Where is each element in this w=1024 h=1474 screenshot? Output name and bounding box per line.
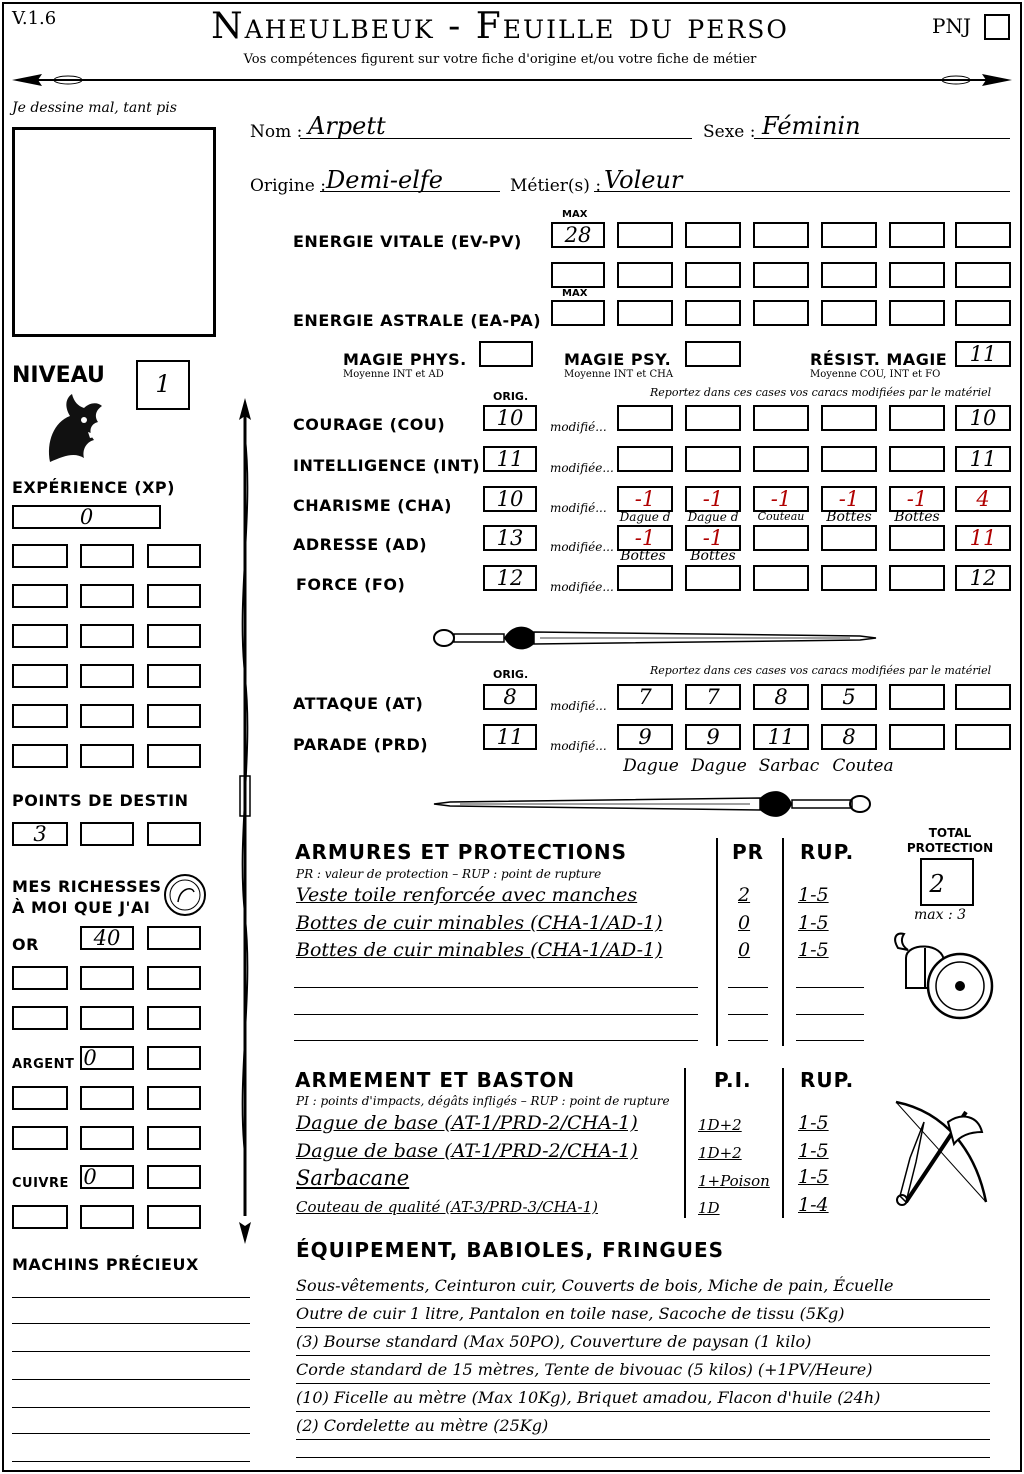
cuivre-label: CUIVRE	[12, 1176, 69, 1191]
armure-pr-line[interactable]	[728, 968, 768, 988]
equipement-line[interactable]	[296, 1440, 990, 1458]
armement-rup-header: RUP.	[800, 1068, 855, 1092]
xp-grid-box[interactable]	[147, 584, 201, 608]
version-label: V.1.6	[12, 8, 57, 29]
ev-max-value: 28	[564, 223, 592, 247]
money-box[interactable]	[80, 1205, 134, 1229]
carac-mod-box[interactable]	[753, 525, 809, 551]
armement-pi-header: P.I.	[714, 1068, 752, 1092]
ev-box[interactable]	[685, 262, 741, 288]
machins-line[interactable]	[12, 1358, 250, 1380]
xp-grid-box[interactable]	[147, 624, 201, 648]
carac-final-value: 10	[969, 406, 997, 430]
xp-grid-box[interactable]	[147, 664, 201, 688]
armure-pr: 2	[738, 884, 751, 906]
modifie-label: modifié...	[550, 699, 607, 713]
nom-label: Nom :	[250, 122, 303, 142]
pnj-label: PNJ	[932, 14, 971, 38]
ev-box[interactable]	[821, 222, 877, 248]
portrait-box[interactable]	[12, 127, 216, 337]
sheet-title: Naheulbeuk - Feuille du perso	[211, 6, 789, 47]
caracs-report-note: Reportez dans ces cases vos caracs modifiées par le matériel	[650, 386, 992, 399]
money-box[interactable]	[12, 966, 68, 990]
money-box[interactable]	[12, 1205, 68, 1229]
armure-line[interactable]	[294, 995, 698, 1015]
xp-grid-box[interactable]	[80, 664, 134, 688]
equipement-line[interactable]: (2) Cordelette au mètre (25Kg)	[296, 1416, 990, 1440]
carac-mod-value: -1	[702, 526, 724, 550]
argent-value: 0	[83, 1046, 97, 1070]
weapon-column-name: Sarbac	[758, 756, 820, 776]
magie-phys-label: MAGIE PHYS.	[343, 350, 467, 369]
xp-grid-box[interactable]	[80, 744, 134, 768]
ev-box[interactable]	[753, 222, 809, 248]
carac-orig-value: 10	[496, 487, 524, 511]
weapons-bow-axe-icon	[886, 1092, 998, 1216]
armures-column-divider	[782, 838, 784, 1046]
money-box[interactable]	[147, 1205, 201, 1229]
modifie-label: modifié...	[550, 739, 607, 753]
magie-phys-sub: Moyenne INT et AD	[343, 369, 444, 380]
weapon-column-name: Dague	[691, 756, 747, 776]
destin-box[interactable]	[80, 822, 134, 846]
equipement-line[interactable]: (3) Bourse standard (Max 50PO), Couverture de paysan (1 kilo)	[296, 1332, 990, 1356]
armures-subtitle: PR : valeur de protection – RUP : point de rupture	[296, 867, 602, 881]
ea-box[interactable]	[821, 300, 877, 326]
max-protection-note: max : 3	[914, 907, 967, 923]
origine-label: Origine :	[250, 176, 326, 196]
machins-line[interactable]	[12, 1276, 250, 1298]
origine-value: Demi-elfe	[326, 166, 443, 194]
armure-rup-line[interactable]	[796, 995, 864, 1015]
carac-mod-box[interactable]	[753, 405, 809, 431]
ev-box[interactable]	[889, 262, 945, 288]
money-box[interactable]	[80, 1126, 134, 1150]
magie-psy-label: MAGIE PSY.	[564, 350, 672, 369]
parade-mod-box[interactable]	[889, 724, 945, 750]
carac-mod-box[interactable]	[821, 525, 877, 551]
ea-box[interactable]	[617, 300, 673, 326]
ev-box[interactable]	[955, 222, 1011, 248]
carac-label-adresse: ADRESSE (AD)	[293, 535, 428, 554]
resist-magie-label: RÉSIST. MAGIE	[810, 350, 948, 369]
modifie-label: modifié...	[550, 501, 607, 515]
attaque-label: ATTAQUE (AT)	[293, 694, 424, 713]
sword-icon	[430, 618, 880, 658]
armure-name: Veste toile renforcée avec manches	[296, 884, 638, 906]
armement-subtitle: PI : points d'impacts, dégâts infligés – RUP : point de rupture	[296, 1094, 670, 1108]
machins-line[interactable]	[12, 1412, 250, 1434]
armement-title: ARMEMENT ET BASTON	[295, 1068, 576, 1092]
modifiee-label: modifiée...	[550, 461, 614, 475]
money-box[interactable]	[12, 1086, 68, 1110]
carac-mod-source: Bottes	[894, 509, 940, 525]
parade-mod-value: 9	[638, 725, 652, 749]
armure-rup: 1-5	[798, 912, 829, 934]
equipement-title: ÉQUIPEMENT, BABIOLES, FRINGUES	[296, 1238, 725, 1262]
attaque-mod-value: 8	[774, 685, 788, 709]
carac-mod-box[interactable]	[753, 446, 809, 472]
carac-mod-box[interactable]	[617, 405, 673, 431]
xp-grid-box[interactable]	[12, 664, 68, 688]
carac-orig-value: 10	[496, 406, 524, 430]
niveau-value: 1	[155, 370, 171, 398]
armure-line[interactable]	[294, 968, 698, 988]
combat-report-note: Reportez dans ces cases vos caracs modifiées par le matériel	[650, 664, 992, 677]
dragon-icon	[40, 392, 106, 464]
xp-grid-box[interactable]	[80, 544, 134, 568]
carac-mod-box[interactable]	[889, 565, 945, 591]
money-box[interactable]	[80, 966, 134, 990]
carac-mod-box[interactable]	[821, 405, 877, 431]
arme-rup: 1-5	[798, 1166, 829, 1188]
carac-final-value: 4	[976, 487, 990, 511]
ev-box[interactable]	[889, 222, 945, 248]
argent-box[interactable]	[147, 1046, 201, 1070]
or-value: 40	[93, 926, 121, 950]
money-box[interactable]	[147, 966, 201, 990]
attaque-mod-box[interactable]	[955, 684, 1011, 710]
xp-grid-box[interactable]	[12, 704, 68, 728]
attaque-orig-value: 8	[503, 685, 517, 709]
money-box[interactable]	[12, 1126, 68, 1150]
ev-max-label: MAX	[562, 209, 588, 220]
xp-grid-box[interactable]	[12, 584, 68, 608]
equipement-line[interactable]: Outre de cuir 1 litre, Pantalon en toile nase, Sacoche de tissu (5Kg)	[296, 1304, 990, 1328]
armement-column-divider	[684, 1068, 686, 1218]
combat-orig-label: ORIG.	[493, 668, 529, 681]
carac-mod-box[interactable]	[617, 446, 673, 472]
xp-grid-box[interactable]	[12, 624, 68, 648]
carac-mod-value: -1	[906, 487, 928, 511]
carac-mod-box[interactable]	[685, 565, 741, 591]
arme-name: Sarbacane	[296, 1166, 410, 1190]
carac-label-force: FORCE (FO)	[296, 575, 406, 594]
ev-box[interactable]	[617, 262, 673, 288]
metier-value: Voleur	[604, 166, 683, 194]
xp-grid-box[interactable]	[12, 544, 68, 568]
ev-box[interactable]	[685, 222, 741, 248]
equipement-line[interactable]: Corde standard de 15 mètres, Tente de bivouac (5 kilos) (+1PV/Heure)	[296, 1360, 990, 1384]
parade-orig-value: 11	[496, 725, 524, 749]
attaque-mod-value: 5	[842, 685, 856, 709]
coin-icon	[162, 872, 208, 918]
parade-mod-value: 11	[767, 725, 795, 749]
xp-grid-box[interactable]	[12, 744, 68, 768]
parade-mod-value: 8	[842, 725, 856, 749]
armement-column-divider	[782, 1068, 784, 1218]
pnj-checkbox[interactable]	[984, 14, 1010, 40]
ev-box[interactable]	[753, 262, 809, 288]
metier-label: Métier(s) :	[510, 176, 602, 196]
carac-mod-box[interactable]	[821, 446, 877, 472]
arme-rup: 1-5	[798, 1140, 829, 1162]
armure-rup-line[interactable]	[796, 1021, 864, 1041]
cuivre-value: 0	[83, 1165, 97, 1189]
attaque-mod-box[interactable]	[889, 684, 945, 710]
ea-box[interactable]	[955, 300, 1011, 326]
attaque-mod-value: 7	[706, 685, 720, 709]
arme-name: Dague de base (AT-1/PRD-2/CHA-1)	[296, 1140, 638, 1162]
argent-label: ARGENT	[12, 1057, 75, 1072]
carac-final-value: 11	[969, 447, 997, 471]
or-label: OR	[12, 935, 39, 954]
ev-box[interactable]	[551, 262, 605, 288]
ea-max-label: MAX	[562, 288, 588, 299]
carac-mod-box[interactable]	[821, 565, 877, 591]
ev-label: ENERGIE VITALE (EV-PV)	[293, 232, 522, 251]
carac-label-charisme: CHARISME (CHA)	[293, 496, 452, 515]
armure-rup-line[interactable]	[796, 968, 864, 988]
helmet-shield-icon	[888, 928, 998, 1028]
resist-magie-value: 11	[969, 342, 997, 366]
armure-rup: 1-5	[798, 884, 829, 906]
carac-mod-box[interactable]	[889, 525, 945, 551]
richesses-label: MES RICHESSES À MOI QUE J'AI	[12, 877, 162, 917]
parade-label: PARADE (PRD)	[293, 735, 429, 754]
armure-line[interactable]	[294, 1021, 698, 1041]
carac-mod-box[interactable]	[889, 405, 945, 431]
equipement-line[interactable]: (10) Ficelle au mètre (Max 10Kg), Briquet amadou, Flacon d'huile (24h)	[296, 1388, 990, 1412]
sexe-label: Sexe :	[703, 122, 756, 142]
niveau-label: NIVEAU	[12, 363, 105, 388]
magie-psy-box[interactable]	[685, 341, 741, 367]
carac-mod-source: Couteau	[757, 510, 805, 523]
header-spear-divider	[8, 70, 1016, 90]
carac-mod-source: Dague d	[687, 510, 739, 524]
machins-line[interactable]	[12, 1330, 250, 1352]
xp-grid-box[interactable]	[147, 544, 201, 568]
carac-mod-value: -1	[770, 487, 792, 511]
money-box[interactable]	[80, 1086, 134, 1110]
armure-pr: 0	[738, 912, 751, 934]
modifiee-label: modifiée...	[550, 540, 614, 554]
spear-divider-icon	[230, 396, 260, 1246]
carac-mod-source: Bottes	[690, 548, 736, 564]
money-box[interactable]	[80, 1006, 134, 1030]
ea-label: ENERGIE ASTRALE (EA-PA)	[293, 311, 542, 330]
armure-rup: 1-5	[798, 939, 829, 961]
carac-mod-source: Bottes	[620, 548, 666, 564]
arme-rup: 1-5	[798, 1112, 829, 1134]
magie-psy-sub: Moyenne INT et CHA	[564, 369, 674, 380]
cuivre-box[interactable]	[147, 1165, 201, 1189]
ea-box[interactable]	[753, 300, 809, 326]
carac-label-courage: COURAGE (COU)	[293, 415, 446, 434]
money-box[interactable]	[147, 1126, 201, 1150]
xp-grid-box[interactable]	[80, 704, 134, 728]
carac-mod-value: -1	[838, 487, 860, 511]
sword-icon	[430, 784, 880, 824]
caracs-orig-label: ORIG.	[493, 390, 529, 403]
sheet-subtitle: Vos compétences figurent sur votre fiche d'origine et/ou votre fiche de métier	[243, 52, 757, 67]
armure-pr: 0	[738, 939, 751, 961]
destin-value: 3	[33, 822, 47, 846]
armures-title: ARMURES ET PROTECTIONS	[295, 840, 627, 864]
carac-mod-box[interactable]	[753, 565, 809, 591]
modifie-label: modifié...	[550, 420, 607, 434]
parade-mod-box[interactable]	[955, 724, 1011, 750]
arme-pi: 1D+2	[698, 1116, 742, 1134]
arme-pi: 1+Poison	[698, 1172, 770, 1190]
carac-mod-box[interactable]	[685, 405, 741, 431]
weapon-column-name: Coutea	[832, 756, 894, 776]
attaque-mod-value: 7	[638, 685, 652, 709]
carac-mod-box[interactable]	[685, 446, 741, 472]
machins-line[interactable]	[12, 1440, 250, 1462]
destin-label: POINTS DE DESTIN	[12, 791, 189, 810]
carac-final-value: 11	[969, 526, 997, 550]
arme-rup: 1-4	[798, 1194, 829, 1216]
armures-column-divider	[716, 838, 718, 1046]
total-protection-value: 2	[929, 870, 945, 898]
armures-rup-header: RUP.	[800, 840, 855, 864]
armures-pr-header: PR	[732, 840, 765, 864]
resist-magie-sub: Moyenne COU, INT et FO	[810, 369, 941, 380]
xp-grid-box[interactable]	[147, 744, 201, 768]
carac-mod-box[interactable]	[889, 446, 945, 472]
carac-mod-value: -1	[702, 487, 724, 511]
machins-label: MACHINS PRÉCIEUX	[12, 1255, 199, 1274]
sexe-value: Féminin	[762, 112, 861, 140]
armure-pr-line[interactable]	[728, 1021, 768, 1041]
armure-pr-line[interactable]	[728, 995, 768, 1015]
portrait-caption: Je dessine mal, tant pis	[12, 100, 177, 116]
ea-max-box[interactable]	[551, 300, 605, 326]
armure-name: Bottes de cuir minables (CHA-1/AD-1)	[296, 939, 663, 961]
ev-box[interactable]	[617, 222, 673, 248]
weapon-column-name: Dague	[623, 756, 679, 776]
carac-mod-value: -1	[634, 526, 656, 550]
xp-grid-box[interactable]	[80, 584, 134, 608]
nom-value: Arpett	[308, 112, 386, 140]
machins-line[interactable]	[12, 1386, 250, 1408]
xp-value: 0	[79, 505, 94, 529]
ea-box[interactable]	[685, 300, 741, 326]
armure-name: Bottes de cuir minables (CHA-1/AD-1)	[296, 912, 663, 934]
modifiee-label: modifiée...	[550, 580, 614, 594]
money-box[interactable]	[147, 1086, 201, 1110]
carac-mod-source: Bottes	[826, 509, 872, 525]
total-protection-label: TOTAL PROTECTION	[906, 826, 994, 855]
carac-orig-value: 12	[496, 566, 524, 590]
ev-box[interactable]	[821, 262, 877, 288]
ea-box[interactable]	[889, 300, 945, 326]
parade-mod-value: 9	[706, 725, 720, 749]
ev-box[interactable]	[955, 262, 1011, 288]
carac-mod-box[interactable]	[617, 565, 673, 591]
carac-label-intelligence: INTELLIGENCE (INT)	[293, 456, 481, 475]
carac-mod-value: -1	[634, 487, 656, 511]
carac-final-value: 12	[969, 566, 997, 590]
arme-pi: 1D	[698, 1199, 720, 1217]
arme-name: Dague de base (AT-1/PRD-2/CHA-1)	[296, 1112, 638, 1134]
money-box[interactable]	[147, 1006, 201, 1030]
equipement-line[interactable]: Sous-vêtements, Ceinturon cuir, Couverts de bois, Miche de pain, Écuelle	[296, 1276, 990, 1300]
destin-box[interactable]	[147, 822, 201, 846]
arme-pi: 1D+2	[698, 1144, 742, 1162]
money-box[interactable]	[12, 1006, 68, 1030]
xp-label: EXPÉRIENCE (XP)	[12, 478, 175, 497]
machins-line[interactable]	[12, 1302, 250, 1324]
or-box[interactable]	[147, 926, 201, 950]
xp-grid-box[interactable]	[147, 704, 201, 728]
carac-mod-source: Dague d	[619, 510, 671, 524]
xp-grid-box[interactable]	[80, 624, 134, 648]
carac-orig-value: 13	[496, 526, 524, 550]
arme-name: Couteau de qualité (AT-3/PRD-3/CHA-1)	[296, 1198, 598, 1216]
carac-orig-value: 11	[496, 447, 524, 471]
magie-phys-box[interactable]	[479, 341, 533, 367]
